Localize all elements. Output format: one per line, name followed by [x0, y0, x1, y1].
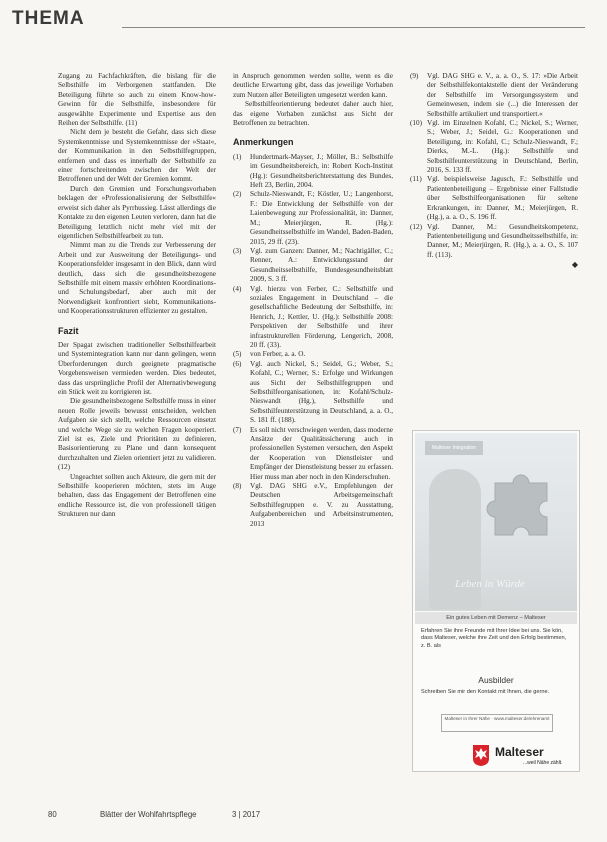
- maltese-cross-icon: [471, 744, 491, 766]
- malteser-logo: [471, 744, 579, 770]
- note-item: [233, 153, 393, 191]
- note-text: Hundertmark-Mayser, J.; Möller, B.: Selbsthilfe im Gesundheitsbereich, in: Robert Koch-Institut (Hg.): Gesundheitsberichterstattung des Bundes, Heft 23, Berlin, 2004.: [250, 152, 393, 190]
- note-text: Vgl. beispielsweise Jagusch, F.: Selbsthilfe und Patientenbeteiligung – Ergebnisse einer Fallstudie über Selbsthilfeorganisationen für seltene Erkrankungen, in: Danner, M.; Meierjürgen, R. (Hg.), a. a. O., S. 196 ff.: [427, 175, 578, 222]
- ad-cta-text: Schreiben Sie mir den Kontakt mit Ihnen, die gerne.: [421, 689, 550, 695]
- paragraph: Ungeachtet sollten auch Akteure, die gern mit der Selbsthilfe kooperieren möchten, stets im Auge behalten, dass das Engagement der Betroffenen eine endliche Ressource ist, die von professionell tätigen Strukturen nur dann: [58, 472, 216, 519]
- note-text: Vgl. hierzu von Ferber, C.: Selbsthilfe und soziales Engagement in Deutschland – die gesellschaftliche Bedeutung der Selbsthilfe, in: Henrich, J.; Kettler, U. (Hg.): Selbsthilfe 2008: Perspektiven der Selbsthilfe und ihrer infrastrukturellen Förderung, Lengerich, 2008, 20 ff. (33).: [250, 284, 393, 349]
- section-title: THEMA: [12, 8, 85, 29]
- paragraph: Zugang zu Fachfachkräften, die bislang für die Selbsthilfe im Verborgenen stattfanden. Die Beteiligung führte so auch zu einem Know-how-Gewinn für die Selbsthilfe, insbesondere für ausgewählte Experimente und Expertise aus den Reihen der Selbsthilfe. (11): [58, 72, 216, 128]
- note-text: Vgl. DAG SHG e.V., Empfehlungen der Deutschen Arbeitsgemeinschaft Selbsthilfegruppen e. V. zu Ausstattung, Aufgabenbereichen und Arbeitsinstrumenten, 2013: [250, 482, 393, 528]
- note-text: Vgl. auch Nickel, S.; Seidel, G.; Weber, S.; Kofahl, C.; Werner, S.: Erfolge und Wirkungen aus Sicht der Selbsthilfegruppen und Selbsthilfeorganisationen, in: Kofahl/Schulz-Nieswandt (Hg.), Selbsthilfe und Selbsthilfeunterstützung in Deutschland, a. a. O., S. 181 ff. (188).: [250, 359, 393, 425]
- paragraph: Der Spagat zwischen traditioneller Selbsthilfearbeit und Systemintegration kann nur dann gelingen, wenn Überforderungen durch geeignete pragmatische Vorgehensweisen vermieden werden. Dies bedeutet, dass das ursprüngliche Profil der Alternativbewegung ein Stück weit zu korrigieren ist.: [58, 340, 216, 396]
- note-item: [233, 190, 393, 246]
- logo-wordmark: Malteser: [495, 745, 544, 759]
- paragraph: Die gesundheitsbezogene Selbsthilfe muss in einer neuen Rolle jeweils bewusst entscheiden, welchen Aufgaben sie sich stellt, welche Ressourcen einsetzt und welche Wege sie zu welchen Fragen kooperiert. Ziel ist es, Ziele und Prioritäten zu definieren, Basisorientierung zu Plane und dann konsequent durchzuhalten und Zielen orientiert jetzt zu validieren. (12): [58, 397, 216, 472]
- note-text: Vgl. DAG SHG e. V., a. a. O., S. 17: »Die Arbeit der Selbsthilfekontaktstelle dient der Veränderung der Selbsthilfe im Versorgungssystem und Gemeinwesen, indem sie (...) die Interessen der Selbsthilfe artikuliert und transportiert.«: [427, 72, 578, 118]
- ad-banner: Ein gutes Leben mit Demenz – Malteser: [415, 612, 577, 624]
- note-item: [233, 247, 393, 285]
- note-number: (3): [233, 246, 242, 255]
- fazit-heading: Fazit: [58, 325, 79, 336]
- paragraph: in Anspruch genommen werden sollte, wenn es die deutliche Erwartung gibt, dass das jeweilige Vorhaben zum Nutzen aller Beteiligten umgesetzt werden kann.: [233, 72, 393, 99]
- journal-title: Blätter der Wohlfahrtspflege: [100, 810, 197, 819]
- note-item: [233, 285, 393, 351]
- note-text: Vgl. im Einzelnen Kofahl, C.; Nickel, S.; Werner, S.; Weber, J.; Seidel, G.: Kooperationen und Beteiligung, in: Kofahl, C.; Schulz-Nieswandt, F.; Dierks, M.-L. (Hg.): Selbsthilfe und Selbsthilfeunterstützung in Deutschland, Berlin, 2016, S. 133 ff.: [427, 119, 578, 175]
- paragraph: Durch den Gremien und Forschungsvorhaben beklagen der »Professionalisierung der Selbsthilfe« erweist sich daher als Pyrrhussieg. Lässt allerdings die Kontakte zu den eigenen Leuten verloren, dann hat die Beteiligung letztlich nicht mehr viel mit der eigentlichen Selbsthilfearbeit zu tun.: [58, 184, 216, 240]
- paragraph: Nimmt man zu die Trends zur Verbesserung der Arbeit und zur Ausweitung der Beteiligungs- und Kooperationsfelder insgesamt in den Blick, dann wird deutlich, dass sich die gesundheitsbezogene Selbsthilfe mit einem massiv erhöhten Koordinations- und Schulungsbedarf, aber auch mit der Notwendigkeit konfrontiert sieht, Kommunikations- und Kooperationsstrukturen effizienter zu gestalten.: [58, 241, 216, 316]
- paragraph: Nicht dem je besteht die Gefahr, dass sich diese Systemkenntnisse und Systemkenntnisse der »Staat«, der Kommunikation in den Selbsthilfegruppen, entfernen und dass es innerhalb der Selbsthilfe zu einer fortschreitenden zwischen der Welt der Betroffenen und der Welt der Gremien kommt.: [58, 128, 216, 184]
- note-number: (6): [233, 359, 242, 368]
- note-item: [233, 482, 393, 529]
- note-number: (1): [233, 152, 242, 161]
- photo-sign: Malteser Integration: [425, 441, 483, 455]
- paragraph: Selbsthilfeorientierung bedeutet daher auch hier, das eigene Vorhaben zunächst aus Sicht der Betroffenen zu betrachten.: [233, 100, 393, 128]
- note-item: [410, 119, 578, 175]
- note-item: [233, 426, 393, 482]
- note-item: [233, 360, 393, 426]
- note-number: (7): [233, 425, 242, 434]
- note-text: Vgl. Danner, M.: Gesundheitskompetenz, Patientenbeteiligung und Gesundheitsselbsthilfe, in: Danner, M.; Meierjürgen, R. (Hg.), a. a. O., S. 107 ff. (113).: [427, 222, 578, 259]
- page-footer: [0, 810, 607, 830]
- note-text: Es soll nicht verschwiegen werden, dass moderne Ansätze der Qualitätssicherung auch in professionellen Systemen versuchen, den Aspekt der Kooperation von Dienstleister und Empfänger der Dienstleistung besser zu erfassen. Hier muss man aber noch in den Kinderschuhen.: [250, 425, 393, 481]
- note-number: (5): [233, 350, 242, 359]
- article-end-mark: ◆: [571, 260, 578, 270]
- note-number: (11): [410, 175, 422, 184]
- issue-number: 3 | 2017: [232, 810, 261, 819]
- text-column-1: [58, 72, 216, 520]
- page-number: 80: [48, 810, 57, 819]
- page-header: [0, 0, 607, 40]
- ad-photo: [415, 433, 577, 611]
- note-item: [410, 223, 578, 261]
- note-text: Vgl. zum Ganzen: Danner, M.; Nachtigäller, C.; Renner, A.: Entwicklungsstand der Gesundheitsselbsthilfe, Bundesgesundheitsblatt 2009, S. 3 ff.: [250, 246, 393, 284]
- notes-list: [410, 72, 578, 260]
- ad-info-box: Malteser in Ihrer Nähe · www.malteser.de/ehrenamt: [441, 714, 553, 732]
- text-column-3: [410, 72, 578, 270]
- note-item: [233, 350, 393, 359]
- ad-cta-title: Ausbilder: [478, 675, 514, 685]
- logo-claim: ...weil Nähe zählt.: [523, 760, 563, 766]
- ad-tagline: Leben in Würde: [455, 578, 525, 590]
- header-rule: [122, 27, 585, 28]
- note-number: (10): [410, 119, 422, 128]
- note-number: (12): [410, 222, 422, 231]
- notes-list: [233, 153, 393, 529]
- note-text: von Ferber, a. a. O.: [250, 350, 306, 359]
- puzzle-piece-icon: [485, 463, 565, 553]
- note-number: (4): [233, 284, 242, 293]
- note-number: (9): [410, 72, 419, 80]
- note-item: [410, 72, 578, 119]
- note-number: (2): [233, 190, 242, 199]
- malteser-advertisement: [412, 430, 580, 772]
- notes-heading: Anmerkungen: [233, 137, 294, 148]
- note-item: [410, 175, 578, 222]
- note-number: (8): [233, 482, 242, 491]
- ad-body-text: Erfahren Sie ihre Freunde mit Ihrer Idee bei uns. Sie kön, dass Malteser, welche ihre Zeit und den Erfolg bestimmen, z. B. als: [421, 628, 567, 649]
- note-text: Schulz-Nieswandt, F.; Köstler, U.; Langenhorst, F.: Die Entwicklung der Selbsthilfe von der Laienbewegung zur Professionalität, in: Danner, M.; Meierjürgen, R. (Hg.): Gesundheitsselbsthilfe im Wandel, Baden-Baden, 2015, 29 ff. (23).: [250, 190, 393, 246]
- text-column-2: [233, 72, 393, 529]
